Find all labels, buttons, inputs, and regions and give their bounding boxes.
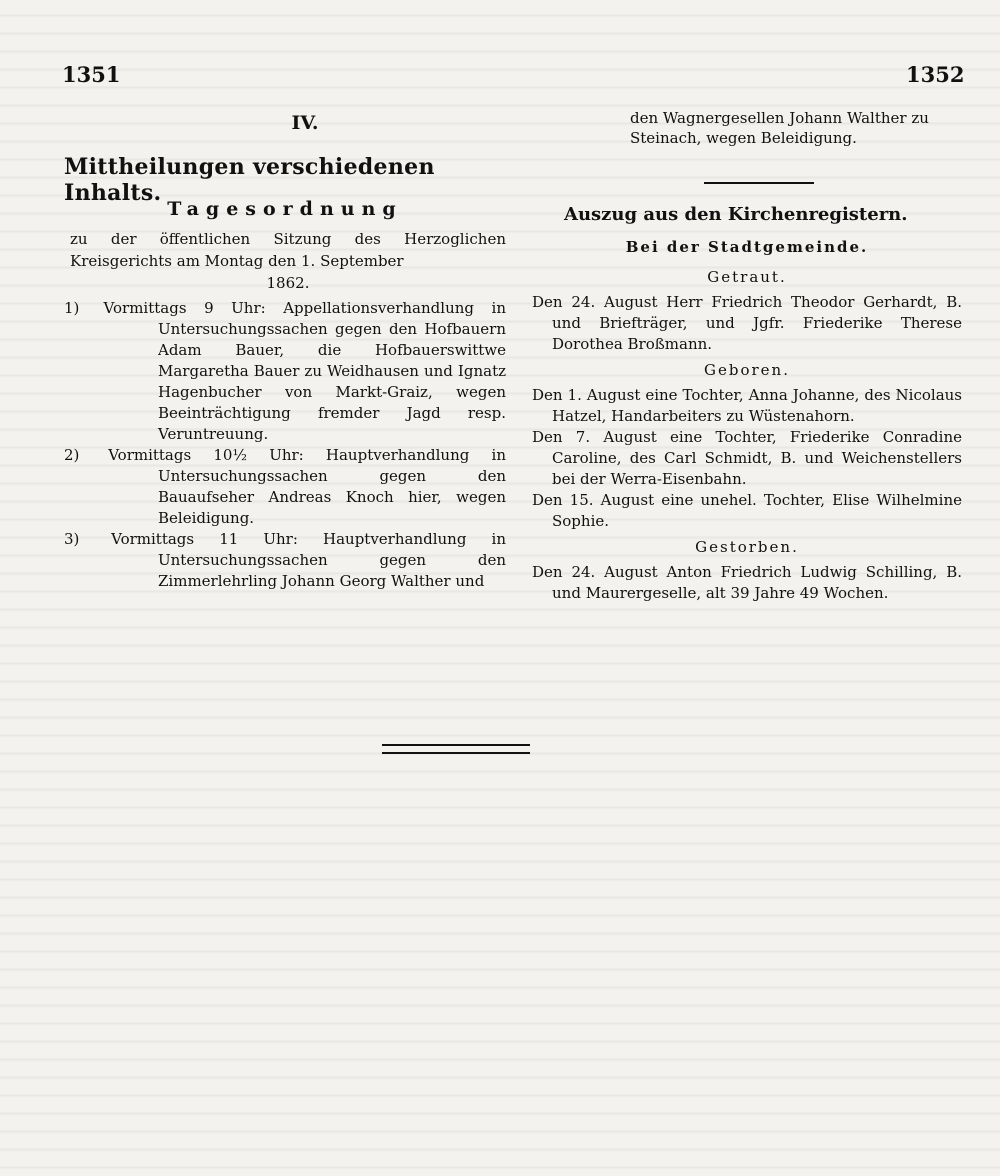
register-heading-died: Gestorben. <box>695 538 799 556</box>
section-divider <box>704 182 814 184</box>
agenda-item <box>64 529 506 592</box>
agenda-item-number: 1) <box>64 299 80 317</box>
agenda-year: 1862. <box>266 274 310 292</box>
left-column <box>64 108 506 592</box>
agenda-item <box>64 298 506 445</box>
end-double-rule <box>382 744 530 754</box>
agenda-item-text: Vormittags 10½ Uhr: Hauptverhandlung in Untersuchungssachen gegen den Bauaufseher Andreas Knoch hier, wegen Beleidigung. <box>108 446 506 527</box>
agenda-item-number: 2) <box>64 446 80 464</box>
agenda-heading: Tagesordnung <box>167 198 403 220</box>
register-entry: Den 7. August eine Tochter, Friederike Conradine Caroline, des Carl Schmidt, B. und Weichenstellers bei der Werra-Eisenbahn. <box>532 428 962 488</box>
agenda-lead-text: zu der öffentlichen Sitzung des Herzoglichen Kreisgerichts am Montag den 1. September <box>70 230 506 270</box>
register-entry: Den 24. August Herr Friedrich Theodor Gerhardt, B. und Briefträger, und Jgfr. Friederike Therese Dorothea Broßmann. <box>532 293 962 353</box>
register-entry: Den 1. August eine Tochter, Anna Johanne, des Nicolaus Hatzel, Handarbeiters zu Wüstenahorn. <box>532 386 962 425</box>
bleed-through-block <box>530 655 960 835</box>
agenda-item-text: Vormittags 9 Uhr: Appellationsverhandlung in Untersuchungssachen gegen den Hofbauern Adam Bauer, die Hofbauerswittwe Margaretha Bauer zu Weidhausen und Ignatz Hagenbucher von Markt-Graiz, wegen Beeinträchtigung fremder Jagd resp. Veruntreuung. <box>103 299 506 443</box>
agenda-item <box>64 445 506 529</box>
agenda-item-text: Vormittags 11 Uhr: Hauptverhandlung in Untersuchungssachen gegen den Zimmerlehrling Johann Georg Walther und <box>111 530 506 590</box>
agenda-lead <box>70 228 506 294</box>
section-title: Mittheilungen verschiedenen Inhalts. <box>64 154 435 206</box>
right-column <box>532 108 962 604</box>
page-number-right: 1352 <box>906 62 965 87</box>
page-number-left: 1351 <box>62 62 121 87</box>
register-heading-born: Geboren. <box>704 361 790 379</box>
register-entry: Den 15. August eine unehel. Tochter, Elise Wilhelmine Sophie. <box>532 491 962 530</box>
parish-heading: Bei der Stadtgemeinde. <box>625 238 869 256</box>
agenda-items <box>64 298 506 592</box>
excerpt-title: Auszug aus den Kirchenregistern. <box>564 204 908 225</box>
section-numeral: IV. <box>291 112 319 134</box>
agenda-continuation: den Wagnergesellen Johann Walther zu Steinach, wegen Beleidigung. <box>630 109 929 147</box>
agenda-item-number: 3) <box>64 530 80 548</box>
register-heading-married: Getraut. <box>707 268 787 286</box>
register-entry: Den 24. August Anton Friedrich Ludwig Schilling, B. und Maurergeselle, alt 39 Jahre 49 Wochen. <box>532 563 962 602</box>
